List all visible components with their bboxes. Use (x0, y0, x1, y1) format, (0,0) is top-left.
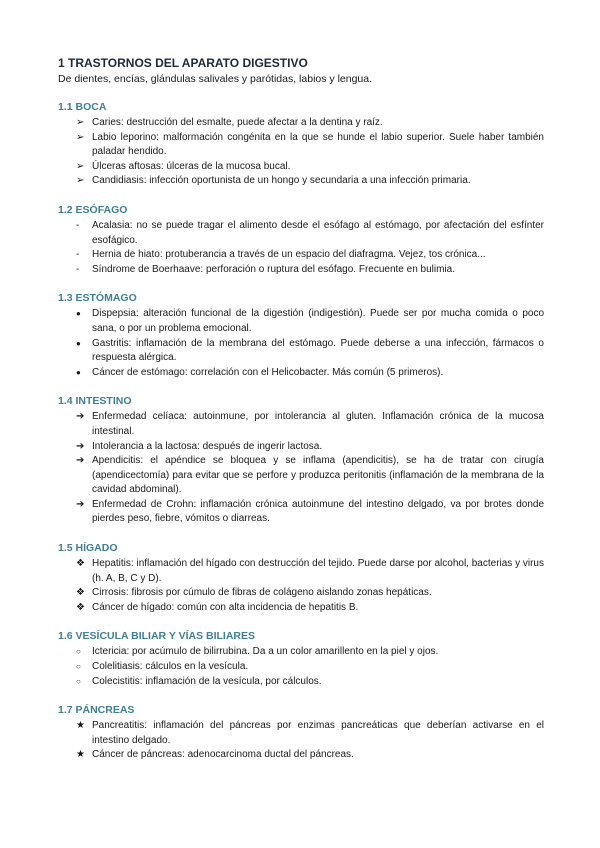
item-list (58, 645, 544, 689)
list-item: ○ Colecistitis: inflamación de la vesícula, por cálculos. (58, 675, 544, 690)
list-item: - Síndrome de Boerhaave: perforación o ruptura del esófago. Frecuente en bulimia. (58, 263, 544, 278)
section-title: 1.5 HÍGADO (58, 542, 118, 555)
list-item: ➢ Úlceras aftosas: úlceras de la mucosa bucal. (58, 160, 544, 175)
document-page (58, 56, 544, 763)
arrow-bullet-icon: ➔ (76, 440, 85, 452)
item-list (58, 116, 544, 189)
item-list (58, 410, 544, 527)
circle-bullet-icon: ○ (76, 647, 81, 657)
dot-bullet-icon: ● (76, 338, 81, 348)
section-title: 1.3 ESTÓMAGO (58, 292, 137, 305)
list-item: ○ Colelitiasis: cálculos en la vesícula. (58, 660, 544, 675)
list-item: ❖ Cáncer de hígado: común con alta incidencia de hepatitis B. (58, 601, 544, 616)
diamond-bullet-icon: ❖ (76, 587, 85, 599)
dash-bullet-icon: - (76, 249, 80, 261)
list-item: ➔ Intolerancia a la lactosa: después de ingerir lactosa. (58, 440, 544, 455)
circle-bullet-icon: ○ (76, 676, 81, 686)
list-item: ★ Cáncer de páncreas: adenocarcinoma ductal del páncreas. (58, 748, 544, 763)
section-higado (58, 541, 544, 615)
section-title: 1.1 BOCA (58, 101, 107, 113)
list-item: - Hernia de hiato: protuberancia a través de un espacio del diafragma. Vejez, tos crónica... (58, 248, 544, 263)
list-item: ❖ Hepatitis: inflamación del hígado con destrucción del tejido. Puede darse por alcohol, bacterias y virus (h. A, B, C y D). (76, 558, 544, 584)
star-bullet-icon: ★ (76, 720, 85, 732)
dash-bullet-icon: - (76, 219, 80, 231)
page-title: 1 TRASTORNOS DEL APARATO DIGESTIVO (58, 56, 308, 70)
list-item: ➢ Labio leporino: malformación congénita en la que se hunde el labio superior. Suele haber también paladar hendido. (76, 131, 544, 158)
arrowhead-bullet-icon: ➢ (76, 117, 85, 128)
arrowhead-bullet-icon: ➢ (76, 175, 85, 187)
section-vesicula (58, 629, 544, 689)
list-item: - Acalasia: no se puede tragar el alimento desde el esófago al estómago, por afectación del esfínter esofágico. (76, 219, 544, 246)
arrowhead-bullet-icon: ➢ (76, 131, 85, 143)
arrowhead-bullet-icon: ➢ (76, 160, 85, 172)
section-esofago (58, 203, 544, 277)
page-subtitle: De dientes, encías, glándulas salivales y parótidas, labios y lengua. (58, 73, 373, 85)
section-boca (58, 100, 544, 189)
section-intestino (58, 394, 544, 527)
section-estomago (58, 291, 544, 380)
item-list (58, 219, 544, 277)
dot-bullet-icon: ● (76, 367, 81, 377)
list-item: ○ Ictericia: por acúmulo de bilirrubina. Da a un color amarillento en la piel y ojos. (58, 645, 544, 660)
section-title: 1.6 VESÍCULA BILIAR Y VÍAS BILIARES (58, 630, 256, 643)
list-item: ● Cáncer de estómago: correlación con el Helicobacter. Más común (5 primeros). (58, 366, 544, 381)
item-list (58, 307, 544, 380)
list-item: ➔ Enfermedad de Crohn: inflamación crónica autoinmune del intestino delgado, va por brotes donde pierdes peso, fiebre, vómitos o diarreas. (76, 498, 544, 525)
item-list (58, 719, 544, 763)
list-item: ● Dispepsia: alteración funcional de la digestión (indigestión). Puede ser por mucha comida o poco sana, o por un problema emocional. (76, 308, 544, 334)
list-item: ➔ Enfermedad celíaca: autoinmune, por intolerancia al gluten. Inflamación crónica de la mucosa intestinal. (76, 411, 544, 437)
arrow-bullet-icon: ➔ (76, 455, 85, 467)
section-title: 1.4 INTESTINO (58, 395, 132, 408)
dash-bullet-icon: - (76, 263, 80, 275)
diamond-bullet-icon: ❖ (76, 601, 85, 613)
list-item: ● Gastritis: inflamación de la membrana del estómago. Puede deberse a una infección, fármacos o respuesta alérgica. (76, 337, 544, 364)
section-pancreas (58, 703, 544, 763)
list-item: ➔ Apendicitis: el apéndice se bloquea y se inflama (apendicitis), se ha de tratar con cirugía (apendicectomía) para evitar que se perfore y produzca peritonitis (inflamación de la membrana de la cavidad abdominal). (76, 455, 544, 496)
section-title: 1.7 PÁNCREAS (58, 704, 135, 717)
list-item: ❖ Cirrosis: fibrosis por cúmulo de fibras de colágeno aislando zonas hepáticas. (58, 586, 544, 601)
section-title: 1.2 ESÓFAGO (58, 203, 128, 216)
arrow-bullet-icon: ➔ (76, 411, 85, 423)
diamond-bullet-icon: ❖ (76, 558, 85, 570)
item-list (58, 557, 544, 615)
circle-bullet-icon: ○ (76, 662, 81, 672)
arrow-bullet-icon: ➔ (76, 498, 85, 510)
dot-bullet-icon: ● (76, 309, 81, 319)
list-item: ★ Pancreatitis: inflamación del páncreas por enzimas pancreáticas que deberían activarse en el intestino delgado. (76, 720, 544, 746)
list-item: ➢ Caries: destrucción del esmalte, puede afectar a la dentina y raíz. (58, 116, 544, 131)
list-item: ➢ Candidiasis: infección oportunista de un hongo y secundaria a una infección primaria. (58, 174, 544, 189)
star-bullet-icon: ★ (76, 749, 85, 761)
